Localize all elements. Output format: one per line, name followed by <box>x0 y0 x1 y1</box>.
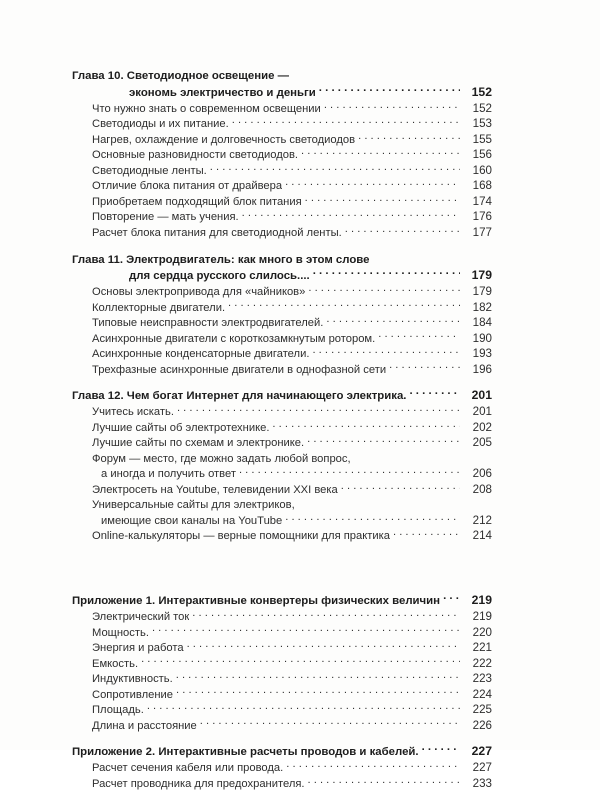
dot-leader <box>192 609 460 620</box>
toc-entry[interactable] <box>72 346 492 361</box>
toc-entry-main <box>92 209 492 224</box>
toc-entry-continuation <box>92 513 492 528</box>
toc-entry-text: Типовые неисправности электродвигателей. <box>92 317 324 330</box>
chapter-title-text: Глава 10. Светодиодное освещение — <box>72 70 289 83</box>
toc-entry[interactable] <box>72 420 492 435</box>
toc-entry-text: Электросеть на Youtube, телевидении XXI века <box>92 483 338 496</box>
toc-entry-main <box>92 330 492 345</box>
toc-line <box>92 361 492 376</box>
page-number: 208 <box>472 482 492 496</box>
chapter-heading[interactable] <box>72 251 492 284</box>
toc-entry[interactable] <box>72 315 492 330</box>
dot-leader <box>272 420 460 431</box>
toc-entry[interactable] <box>72 116 492 131</box>
toc-entry[interactable] <box>72 760 492 775</box>
toc-entry[interactable] <box>72 717 492 732</box>
toc-entry-continuation <box>92 466 492 481</box>
page-number: 179 <box>471 267 492 282</box>
toc-entry-main <box>92 435 492 450</box>
toc-entry-main <box>92 225 492 240</box>
page-number: 212 <box>472 513 492 527</box>
toc-line <box>92 760 492 775</box>
dot-leader <box>308 776 460 787</box>
toc-entry[interactable] <box>72 209 492 224</box>
toc-entry[interactable] <box>72 482 492 497</box>
toc-entry-main <box>92 178 492 193</box>
toc-entry-text: Емкость. <box>92 657 139 670</box>
toc-entry[interactable] <box>72 361 492 376</box>
toc-entry-main <box>92 147 492 162</box>
dot-leader <box>345 225 460 236</box>
toc-entry[interactable] <box>72 497 492 528</box>
page-number: 221 <box>472 641 492 655</box>
toc-entry-text: Лучшие сайты по схемам и электронике. <box>92 437 305 450</box>
toc-entry-main <box>92 655 492 670</box>
toc-line <box>92 717 492 732</box>
toc-entry-text: Повторение — мать учения. <box>92 211 239 224</box>
toc-line <box>92 451 492 466</box>
chapter-title-text: экономь электричество и деньги <box>129 86 316 99</box>
toc-entries-container <box>72 68 492 791</box>
dot-leader <box>319 84 460 95</box>
dot-leader <box>372 251 460 262</box>
toc-entry[interactable] <box>72 404 492 419</box>
toc-entry[interactable] <box>72 147 492 162</box>
toc-entry-main <box>92 194 492 209</box>
dot-leader <box>141 655 460 666</box>
page-number: 184 <box>472 316 492 330</box>
toc-entry-text: Светодиодные ленты. <box>92 164 207 177</box>
toc-entry-main <box>92 299 492 314</box>
dot-leader <box>286 760 460 771</box>
toc-entry[interactable] <box>72 330 492 345</box>
toc-entry[interactable] <box>72 528 492 543</box>
page-number: 152 <box>472 101 492 115</box>
toc-entry[interactable] <box>72 299 492 314</box>
toc-entry-text: Нагрев, охлаждение и долговечность светодиодов <box>92 133 356 146</box>
toc-entry[interactable] <box>72 776 492 791</box>
page-number: 202 <box>472 420 492 434</box>
toc-entry[interactable] <box>72 451 492 482</box>
toc-line <box>129 84 492 100</box>
toc-section <box>72 388 492 544</box>
toc-line <box>72 68 492 84</box>
toc-entry-text: Длина и расстояние <box>92 719 197 732</box>
toc-line <box>92 404 492 419</box>
chapter-heading-main <box>72 68 492 84</box>
toc-entry-text: Основные разновидности светодиодов. <box>92 149 299 162</box>
toc-entry-main <box>92 702 492 717</box>
chapter-title-text: Приложение 2. Интерактивные расчеты проводов и кабелей. <box>72 746 419 759</box>
toc-entry-text: Отличие блока питания от драйвера <box>92 180 283 193</box>
toc-entry[interactable] <box>72 194 492 209</box>
toc-entry-text: Электрический ток <box>92 611 190 624</box>
dot-leader <box>176 686 460 697</box>
page-number: 196 <box>472 362 492 376</box>
dot-leader <box>313 268 460 279</box>
toc-entry-main <box>92 361 492 376</box>
toc-entry[interactable] <box>72 609 492 624</box>
toc-entry-text: а иногда и получить ответ <box>101 468 236 481</box>
toc-line <box>92 528 492 543</box>
toc-entry[interactable] <box>72 686 492 701</box>
chapter-title-text: Приложение 1. Интерактивные конвертеры физических величин <box>72 594 441 607</box>
chapter-heading-continuation <box>72 84 492 100</box>
toc-entry-text: Основы электропривода для «чайников» <box>92 286 306 299</box>
toc-line <box>92 776 492 791</box>
toc-entry-main <box>92 163 492 178</box>
toc-line <box>72 251 492 267</box>
toc-entry-text: Асинхронные двигатели с короткозамкнутым ротором. <box>92 332 376 345</box>
toc-line <box>92 686 492 701</box>
toc-entry-text: Асинхронные конденсаторные двигатели. <box>92 348 310 361</box>
page-number: 201 <box>472 405 492 419</box>
toc-entry-main <box>92 420 492 435</box>
dot-leader <box>210 163 460 174</box>
toc-entry-text: имеющие свои каналы на YouTube <box>101 514 283 527</box>
toc-line <box>92 702 492 717</box>
page-number: 227 <box>471 744 492 759</box>
page-number: 176 <box>472 210 492 224</box>
chapter-heading[interactable] <box>72 744 492 760</box>
toc-entry-main <box>92 609 492 624</box>
toc-line <box>92 482 492 497</box>
toc-entry-main <box>92 346 492 361</box>
page-number: 220 <box>472 625 492 639</box>
chapter-title-text: Глава 11. Электродвигатель: как много в этом слове <box>72 253 370 266</box>
dot-leader <box>152 624 460 635</box>
page-number: 205 <box>472 436 492 450</box>
page-number: 225 <box>472 703 492 717</box>
dot-leader <box>200 717 460 728</box>
toc-entry[interactable] <box>72 225 492 240</box>
page-number: 201 <box>471 388 492 403</box>
toc-line <box>92 640 492 655</box>
dot-leader <box>341 482 460 493</box>
toc-entry-main <box>92 528 492 543</box>
chapter-heading-main <box>72 388 492 404</box>
toc-entry-main <box>92 451 492 466</box>
toc-line <box>101 513 492 528</box>
page-number: 152 <box>471 84 492 99</box>
toc-entry[interactable] <box>72 640 492 655</box>
page-number: 219 <box>471 592 492 607</box>
toc-entry[interactable] <box>72 163 492 178</box>
toc-entry[interactable] <box>72 178 492 193</box>
toc-entry-text: Расчет проводника для предохранителя. <box>92 777 305 790</box>
toc-line <box>92 497 492 512</box>
toc-line <box>129 268 492 284</box>
toc-line <box>92 116 492 131</box>
toc-entry-text: Приобретаем подходящий блок питания <box>92 195 302 208</box>
page-number: 219 <box>472 610 492 624</box>
dot-leader <box>312 346 460 357</box>
toc-entry-text: Что нужно знать о современном освещении <box>92 102 321 115</box>
toc-entry-main <box>92 132 492 147</box>
dot-leader <box>147 702 460 713</box>
page-number: 227 <box>472 761 492 775</box>
toc-line <box>92 147 492 162</box>
page-number: 174 <box>472 194 492 208</box>
toc-section <box>72 68 492 240</box>
dot-leader <box>326 315 460 326</box>
toc-line <box>92 194 492 209</box>
toc-entry-main <box>92 116 492 131</box>
toc-line <box>92 346 492 361</box>
toc-entry-main <box>92 776 492 791</box>
dot-leader <box>298 497 460 508</box>
toc-line <box>101 466 492 481</box>
toc-entry-text: Лучшие сайты об электротехнике. <box>92 421 270 434</box>
page-number: 177 <box>472 225 492 239</box>
toc-line <box>92 655 492 670</box>
toc-entry-main <box>92 497 492 512</box>
toc-section <box>72 251 492 377</box>
toc-line <box>72 388 492 404</box>
dot-leader <box>301 147 460 158</box>
dot-leader <box>307 435 460 446</box>
page-number: 160 <box>472 163 492 177</box>
toc-line <box>72 593 492 609</box>
page-number: 222 <box>472 656 492 670</box>
page-number: 206 <box>472 467 492 481</box>
toc-entry-text: Расчет блока питания для светодиодной ленты. <box>92 226 342 239</box>
toc-entry-main <box>92 482 492 497</box>
toc-line <box>92 209 492 224</box>
page-number: 182 <box>472 300 492 314</box>
toc-line <box>92 420 492 435</box>
dot-leader <box>187 640 460 651</box>
chapter-title-text: для сердца русского слилось.... <box>129 269 310 282</box>
dot-leader <box>242 209 460 220</box>
toc-entry-main <box>92 404 492 419</box>
dot-leader <box>232 116 460 127</box>
toc-entry[interactable] <box>72 132 492 147</box>
toc-line <box>92 671 492 686</box>
toc-line <box>92 609 492 624</box>
toc-entry[interactable] <box>72 284 492 299</box>
page-number: 156 <box>472 148 492 162</box>
chapter-title-text: Глава 12. Чем богат Интернет для начинающего электрика. <box>72 390 407 403</box>
toc-line <box>92 101 492 116</box>
toc-entry-text: Индуктивность. <box>92 673 173 686</box>
dot-leader <box>393 528 460 539</box>
dot-leader <box>239 466 460 477</box>
toc-entry-main <box>92 640 492 655</box>
chapter-heading[interactable] <box>72 593 492 609</box>
dot-leader <box>292 68 460 79</box>
toc-entry-main <box>92 717 492 732</box>
toc-entry[interactable] <box>72 702 492 717</box>
toc-entry-text: Сопротивление <box>92 688 174 701</box>
toc-entry-text: Расчет сечения кабеля или провода. <box>92 762 284 775</box>
toc-entry-main <box>92 315 492 330</box>
toc-line <box>72 744 492 760</box>
toc-entry-text: Универсальные сайты для электриков, <box>92 499 295 512</box>
chapter-heading-main <box>72 744 492 760</box>
toc-line <box>92 284 492 299</box>
toc-line <box>92 315 492 330</box>
toc-section <box>72 744 492 791</box>
toc-entry[interactable] <box>72 435 492 450</box>
page-number: 214 <box>472 529 492 543</box>
page-number: 179 <box>472 285 492 299</box>
page-number: 224 <box>472 687 492 701</box>
page-number: 190 <box>472 331 492 345</box>
dot-leader <box>378 330 460 341</box>
page-number: 233 <box>472 776 492 790</box>
toc-entry-text: Учитесь искать. <box>92 406 174 419</box>
dot-leader <box>324 101 460 112</box>
dot-leader <box>285 178 460 189</box>
chapter-heading[interactable] <box>72 68 492 101</box>
page-number: 193 <box>472 347 492 361</box>
dot-leader <box>354 451 460 462</box>
toc-line <box>92 330 492 345</box>
chapter-heading-main <box>72 593 492 609</box>
chapter-heading[interactable] <box>72 388 492 404</box>
toc-entry-text: Трехфазные асинхронные двигатели в однофазной сети <box>92 363 387 376</box>
dot-leader <box>308 284 460 295</box>
toc-entry-text: Энергия и работа <box>92 642 184 655</box>
toc-section <box>72 593 492 733</box>
dot-leader <box>409 388 460 399</box>
toc-entry[interactable] <box>72 624 492 639</box>
dot-leader <box>176 671 460 682</box>
page-number: 168 <box>472 179 492 193</box>
page-number: 226 <box>472 718 492 732</box>
dot-leader <box>443 593 460 604</box>
toc-entry-main <box>92 686 492 701</box>
dot-leader <box>285 513 460 524</box>
toc-line <box>92 624 492 639</box>
toc-entry-main <box>92 284 492 299</box>
toc-line <box>92 178 492 193</box>
dot-leader <box>177 404 460 415</box>
toc-entry-main <box>92 624 492 639</box>
toc-entry[interactable] <box>72 101 492 116</box>
toc-entry-text: Мощность. <box>92 626 149 639</box>
toc-entry-text: Светодиоды и их питание. <box>92 118 229 131</box>
toc-entry-main <box>92 760 492 775</box>
toc-entry-text: Online-калькуляторы — верные помощники для практика <box>92 530 390 543</box>
toc-entry-text: Форум — место, где можно задать любой вопрос, <box>92 452 351 465</box>
section-spacer <box>72 544 492 582</box>
chapter-heading-continuation <box>72 268 492 284</box>
toc-entry-main <box>92 101 492 116</box>
dot-leader <box>358 132 460 143</box>
chapter-heading-main <box>72 251 492 267</box>
toc-line <box>92 163 492 178</box>
page-number: 223 <box>472 672 492 686</box>
dot-leader <box>389 361 460 372</box>
toc-line <box>92 435 492 450</box>
toc-entry-text: Площадь. <box>92 704 144 717</box>
dot-leader <box>305 194 460 205</box>
toc-entry-text: Коллекторные двигатели. <box>92 301 226 314</box>
page-number: 153 <box>472 117 492 131</box>
toc-entry-main <box>92 671 492 686</box>
toc-line <box>92 225 492 240</box>
page-number: 155 <box>472 132 492 146</box>
toc-entry[interactable] <box>72 655 492 670</box>
toc-line <box>92 299 492 314</box>
toc-entry[interactable] <box>72 671 492 686</box>
dot-leader <box>228 299 460 310</box>
toc-line <box>92 132 492 147</box>
